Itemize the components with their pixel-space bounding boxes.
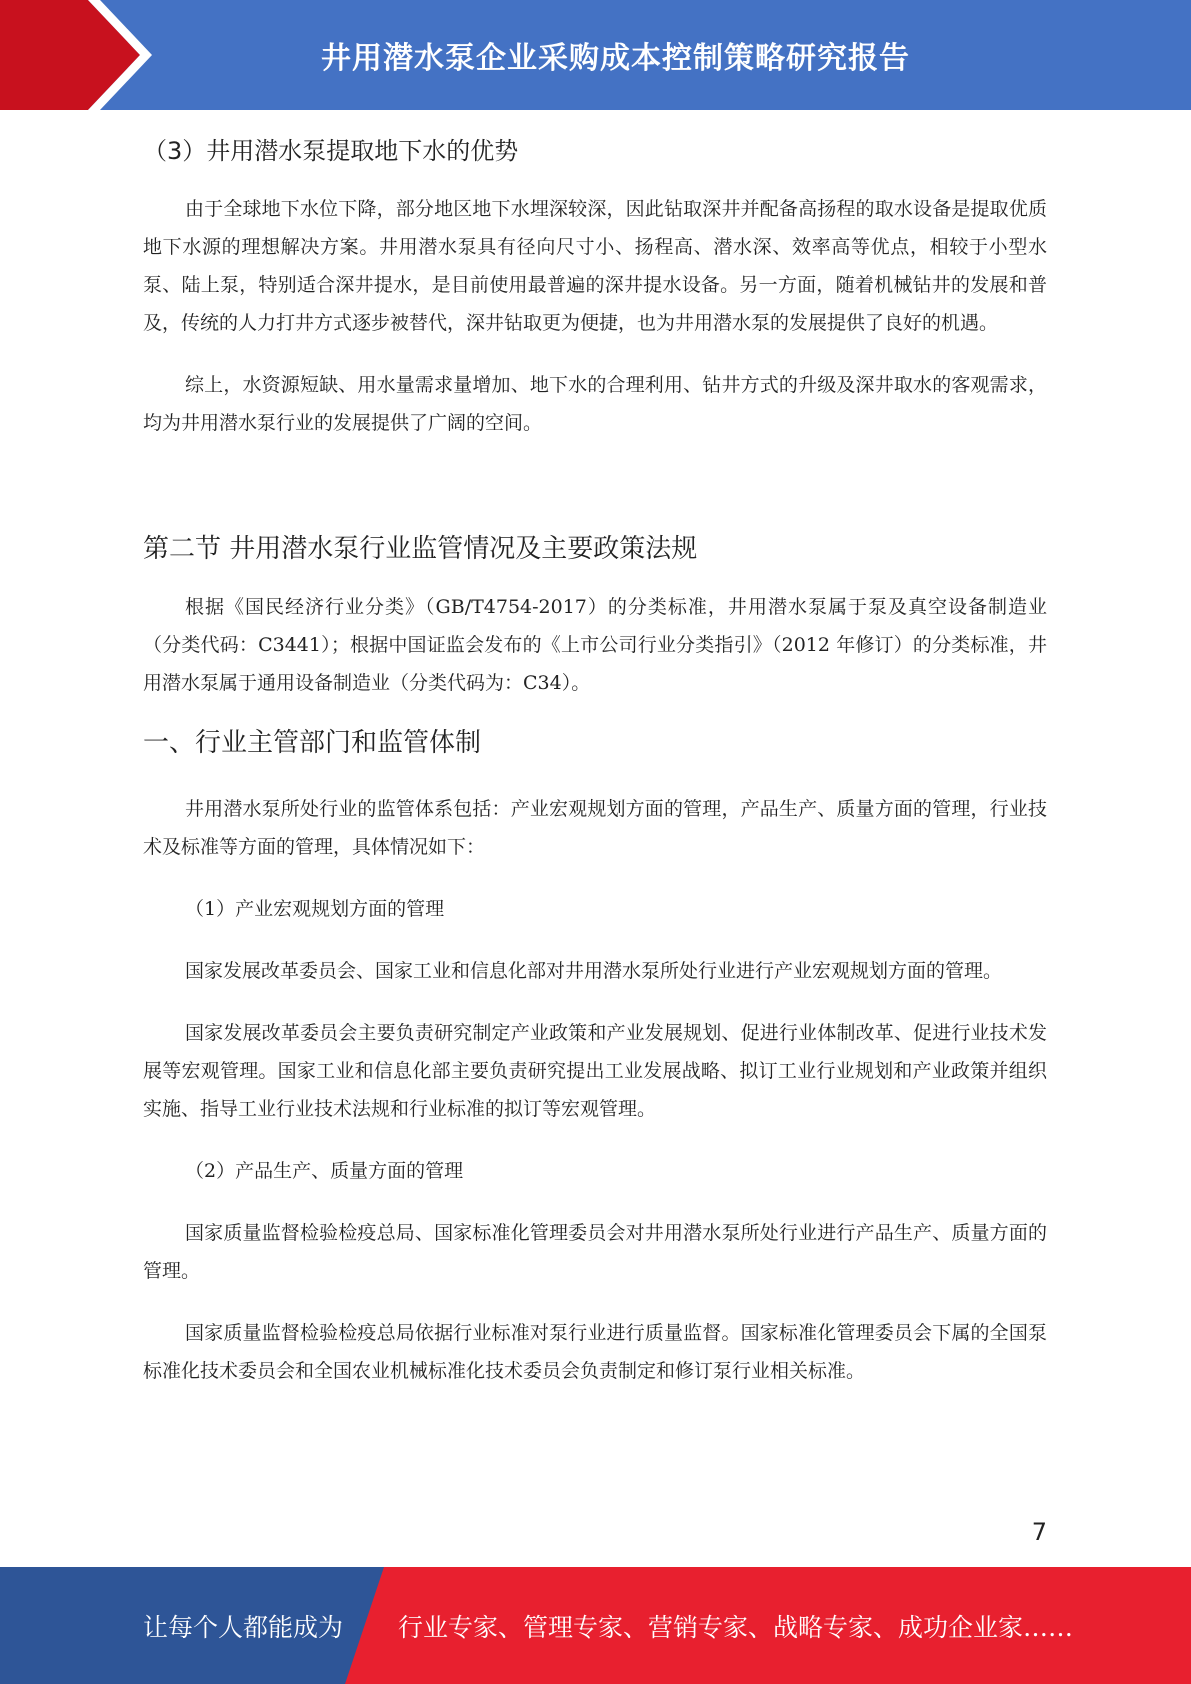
paragraph-6: 国家发展改革委员会主要负责研究制定产业政策和产业发展规划、促进行业体制改革、促进行业技术发展等宏观管理。国家工业和信息化部主要负责研究提出工业发展战略、拟订工业行业规划和产业政策并组织实施、指导工业行业技术法规和行业标准的拟订等宏观管理。	[143, 1022, 1047, 1120]
paragraph-3: 根据《国民经济行业分类》（GB/T4754-2017）的分类标准，井用潜水泵属于泵及真空设备制造业（分类代码：C3441）；根据中国证监会发布的《上市公司行业分类指引》（2012 年修订）的分类标准，井用潜水泵属于通用设备制造业（分类代码为：C34）。	[143, 596, 1047, 694]
heading-one: 一、行业主管部门和监管体制	[143, 728, 482, 758]
page-content	[143, 126, 1047, 1390]
footer-slogan-left: 让每个人都能成为	[143, 1612, 344, 1642]
sub-heading-3: （3）井用潜水泵提取地下水的优势	[143, 137, 519, 165]
section-heading: 第二节 井用潜水泵行业监管情况及主要政策法规	[143, 534, 698, 564]
paragraph-5: 国家发展改革委员会、国家工业和信息化部对井用潜水泵所处行业进行产业宏观规划方面的管理。	[185, 960, 1003, 982]
footer-slogan-right: 行业专家、管理专家、营销专家、战略专家、成功企业家……	[398, 1612, 1074, 1642]
page-footer	[0, 1567, 1191, 1684]
paragraph-4: 井用潜水泵所处行业的监管体系包括：产业宏观规划方面的管理，产品生产、质量方面的管理，行业技术及标准等方面的管理，具体情况如下：	[143, 798, 1047, 858]
paragraph-2: 综上，水资源短缺、用水量需求量增加、地下水的合理利用、钻井方式的升级及深井取水的客观需求，均为井用潜水泵行业的发展提供了广阔的空间。	[143, 374, 1047, 434]
page-number: 7	[1031, 1518, 1047, 1546]
report-title: 井用潜水泵企业采购成本控制策略研究报告	[321, 41, 910, 76]
page-header	[0, 0, 1191, 110]
sub-item-1: （1）产业宏观规划方面的管理	[185, 898, 445, 920]
paragraph-1: 由于全球地下水位下降，部分地区地下水埋深较深，因此钻取深井并配备高扬程的取水设备是提取优质地下水源的理想解决方案。井用潜水泵具有径向尺寸小、扬程高、潜水深、效率高等优点，相较于小型水泵、陆上泵，特别适合深井提水，是目前使用最普遍的深井提水设备。另一方面，随着机械钻井的发展和普及，传统的人力打井方式逐步被替代，深井钻取更为便捷，也为井用潜水泵的发展提供了良好的机遇。	[143, 198, 1047, 334]
sub-item-2: （2）产品生产、质量方面的管理	[185, 1160, 464, 1182]
paragraph-7: 国家质量监督检验检疫总局、国家标准化管理委员会对井用潜水泵所处行业进行产品生产、质量方面的管理。	[143, 1222, 1047, 1282]
paragraph-8: 国家质量监督检验检疫总局依据行业标准对泵行业进行质量监督。国家标准化管理委员会下属的全国泵标准化技术委员会和全国农业机械标准化技术委员会负责制定和修订泵行业相关标准。	[143, 1322, 1047, 1382]
